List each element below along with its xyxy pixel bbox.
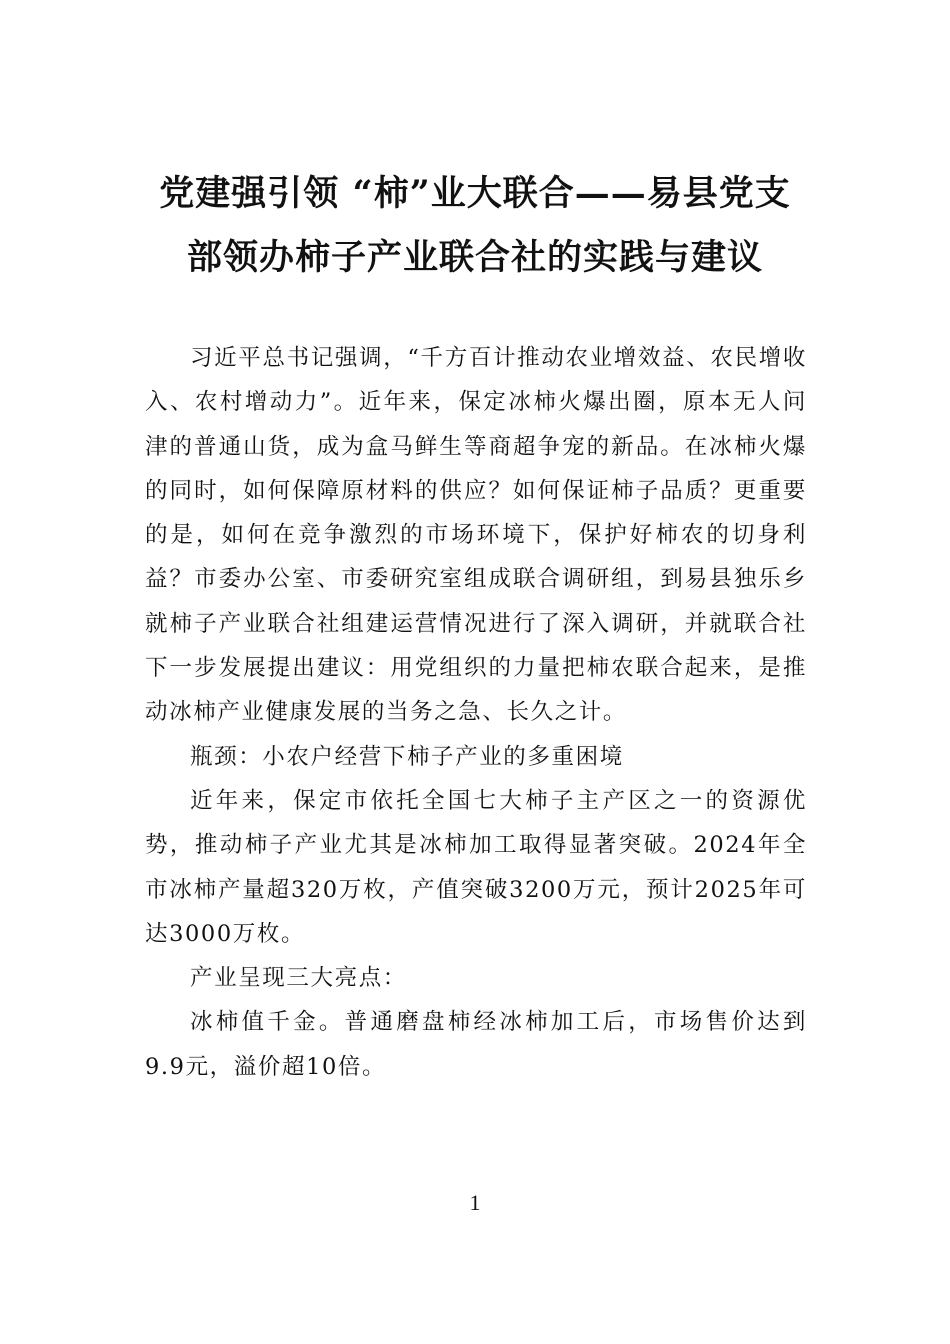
title-line-1: 党建强引领 “柿”业大联合——易县党支 bbox=[159, 173, 791, 214]
paragraph-section-heading: 瓶颈：小农户经营下柿子产业的多重困境 bbox=[190, 743, 624, 770]
paragraph-industry-overview: 近年来，保定市依托全国七大柿子主产区之一的资源优势，推动柿子产业尤其是冰柿加工取得显著突破。2024年全市冰柿产量超320万枚，产值突破3200万元，预计2025年可达3000万枚。 bbox=[145, 787, 807, 947]
document-title bbox=[140, 162, 810, 290]
document-body bbox=[145, 336, 807, 1089]
page-number: 1 bbox=[469, 1190, 481, 1215]
paragraph-highlight-one: 冰柿值千金。普通磨盘柿经冰柿加工后，市场售价达到9.9元，溢价超10倍。 bbox=[145, 1009, 807, 1080]
paragraph-intro: 习近平总书记强调，“千方百计推动农业增效益、农民增收入、农村增动力”。近年来，保定冰柿火爆出圈，原本无人问津的普通山货，成为盒马鲜生等商超争宠的新品。在冰柿火爆的同时，如何保障原材料的供应？如何保证柿子品质？更重要的是，如何在竞争激烈的市场环境下，保护好柿农的切身利益？市委办公室、市委研究室组成联合调研组，到易县独乐乡就柿子产业联合社组建运营情况进行了深入调研，并就联合社下一步发展提出建议：用党组织的力量把柿农联合起来，是推动冰柿产业健康发展的当务之急、长久之计。 bbox=[145, 345, 807, 726]
paragraph-highlights-intro: 产业呈现三大亮点： bbox=[190, 965, 407, 992]
title-line-2: 部领办柿子产业联合社的实践与建议 bbox=[186, 237, 763, 278]
